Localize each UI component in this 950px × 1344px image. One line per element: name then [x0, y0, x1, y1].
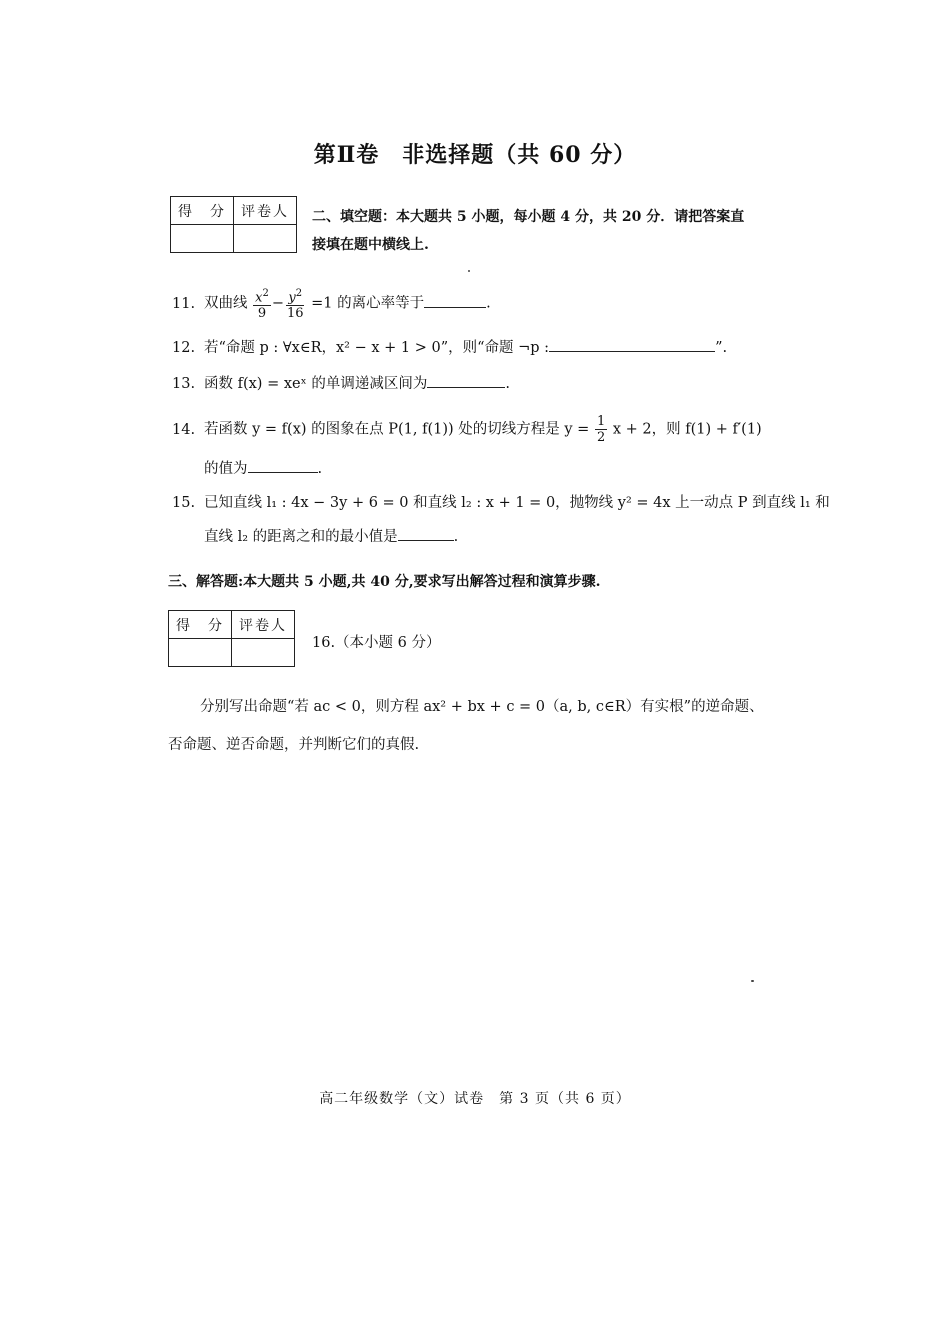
grader-cell[interactable] [232, 639, 295, 667]
section3-header: 三、解答题:本大题共 5 小题,共 40 分,要求写出解答过程和演算步骤. [168, 574, 601, 590]
answer-blank-12[interactable] [549, 337, 715, 352]
score-cell[interactable] [169, 639, 232, 667]
question-16-label: 16.（本小题 6 分） [312, 635, 441, 651]
fraction-x2-over-9: $\frac{x^2}{9}$ [255, 288, 269, 322]
question-12: 12. 若“命题 p : ∀x∈R，x² − x + 1 > 0”，则“命题 ¬p : ”. [172, 337, 727, 359]
score-box-section2 [170, 196, 297, 253]
answer-blank-11[interactable] [424, 293, 486, 308]
question-14-line2: 的值为 . [172, 458, 322, 480]
page-title: 第Ⅱ卷 非选择题（共 60 分） [313, 142, 637, 168]
question-14: 14. 若函数 y = f(x) 的图象在点 P(1, f(1)) 处的切线方程是 y = $\frac{1}{2}$ x + 2，则 f(1) + f′(1) [172, 414, 762, 445]
question-15-line2: 直线 l₂ 的距离之和的最小值是 . [172, 526, 458, 548]
score-cell[interactable] [171, 225, 234, 253]
fraction-y2-over-16: $\frac{y^2}{16}$ [286, 288, 304, 322]
question-11: 11. 双曲线 $\frac{x^2}{9}$ − $\frac{y^2}{16}$ =1 的离心率等于 . [172, 288, 491, 322]
fraction-one-half: $\frac{1}{2}$ [596, 414, 606, 445]
section2-header: 二、填空题：本大题共 5 小题，每小题 4 分，共 20 分．请把答案直 接填在题中横线上. [312, 209, 745, 253]
score-header: 得 分 [169, 611, 232, 639]
page-footer: 高二年级数学（文）试卷 第 3 页（共 6 页） [319, 1091, 631, 1107]
score-header: 得 分 [171, 197, 234, 225]
question-15: 15. 已知直线 l₁ : 4x − 3y + 6 = 0 和直线 l₂ : x + 1 = 0，抛物线 y² = 4x 上一动点 P 到直线 l₁ 和 [172, 495, 830, 511]
answer-blank-13[interactable] [427, 373, 505, 388]
question-16-body: 分别写出命题“若 ac < 0，则方程 ax² + bx + c = 0（a, b, c∈R）有实根”的逆命题、 否命题、逆否命题，并判断它们的真假. [168, 699, 764, 753]
answer-blank-14[interactable] [248, 458, 318, 473]
scan-speck [751, 980, 754, 982]
question-13: 13. 函数 f(x) = xeˣ 的单调递减区间为 . [172, 373, 510, 395]
grader-header: 评卷人 [234, 197, 297, 225]
grader-header: 评卷人 [232, 611, 295, 639]
score-box-q16 [168, 610, 295, 667]
grader-cell[interactable] [234, 225, 297, 253]
scan-speck [468, 270, 470, 272]
answer-blank-15[interactable] [398, 526, 454, 541]
